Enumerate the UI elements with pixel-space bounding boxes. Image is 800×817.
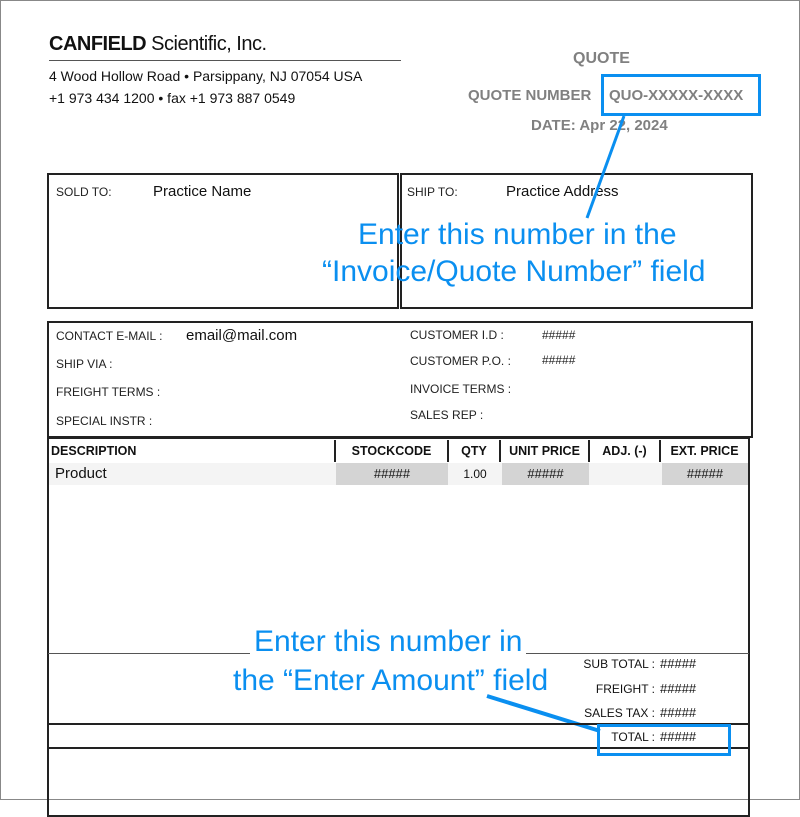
- sales-tax-label: SALES TAX :: [584, 706, 655, 720]
- sales-rep-label: SALES REP :: [410, 408, 484, 422]
- company-logo: CANFIELD Scientific, Inc.: [49, 33, 267, 55]
- sold-to-label: SOLD TO:: [56, 185, 112, 199]
- col-stockcode: STOCKCODE: [336, 440, 449, 462]
- amount-annotation-line2: the “Enter Amount” field: [233, 664, 549, 697]
- invoice-terms-label: INVOICE TERMS :: [410, 382, 512, 396]
- total-value: #####: [660, 729, 697, 744]
- email-label: CONTACT E-MAIL :: [56, 329, 163, 343]
- special-instr-label: SPECIAL INSTR :: [56, 414, 153, 428]
- quote-annotation-line2: “Invoice/Quote Number” field: [322, 255, 706, 288]
- row-ext-price: #####: [662, 463, 748, 485]
- freight-value: #####: [660, 681, 697, 696]
- quote-title: QUOTE: [573, 50, 630, 67]
- quote-number-label: QUOTE NUMBER: [468, 87, 592, 104]
- subtotal-label: SUB TOTAL :: [583, 657, 655, 671]
- quote-date: DATE: Apr 22, 2024: [531, 117, 668, 134]
- row-stockcode: #####: [336, 463, 448, 485]
- sold-to-value: Practice Name: [153, 183, 252, 200]
- subtotal-value: #####: [660, 656, 697, 671]
- row-adj: [590, 463, 661, 485]
- company-phone: +1 973 434 1200 • fax +1 973 887 0549: [49, 90, 296, 106]
- customer-po-value: #####: [542, 353, 576, 367]
- total-highlight: [597, 724, 731, 756]
- email-value: email@mail.com: [186, 327, 298, 344]
- quote-number: QUO-XXXXX-XXXX: [609, 87, 744, 104]
- customer-po-label: CUSTOMER P.O. :: [410, 354, 511, 368]
- freight-label: FREIGHT :: [595, 682, 655, 696]
- col-description: DESCRIPTION: [49, 440, 336, 462]
- col-ext-price: EXT. PRICE: [670, 444, 739, 458]
- col-qty: QTY: [449, 440, 501, 462]
- ship-to-value: Practice Address: [506, 183, 619, 200]
- row-qty: 1.00: [463, 467, 487, 481]
- quote-pointer-line: [587, 116, 624, 218]
- total-label: TOTAL :: [611, 730, 655, 744]
- sales-tax-value: #####: [660, 705, 697, 720]
- customer-id-label: CUSTOMER I.D :: [410, 328, 504, 342]
- company-address: 4 Wood Hollow Road • Parsippany, NJ 07054 USA: [49, 68, 363, 84]
- ship-to-label: SHIP TO:: [407, 185, 458, 199]
- amount-annotation-line1: Enter this number in: [250, 624, 526, 660]
- customer-id-value: #####: [542, 328, 576, 342]
- col-adj: ADJ. (-): [590, 440, 661, 462]
- row-unit-price: #####: [502, 463, 589, 485]
- ship-via-label: SHIP VIA :: [56, 357, 113, 371]
- quote-annotation-line1: Enter this number in the: [358, 218, 677, 251]
- freight-terms-label: FREIGHT TERMS :: [56, 385, 161, 399]
- col-unit-price: UNIT PRICE: [501, 440, 590, 462]
- row-description: Product: [55, 465, 107, 482]
